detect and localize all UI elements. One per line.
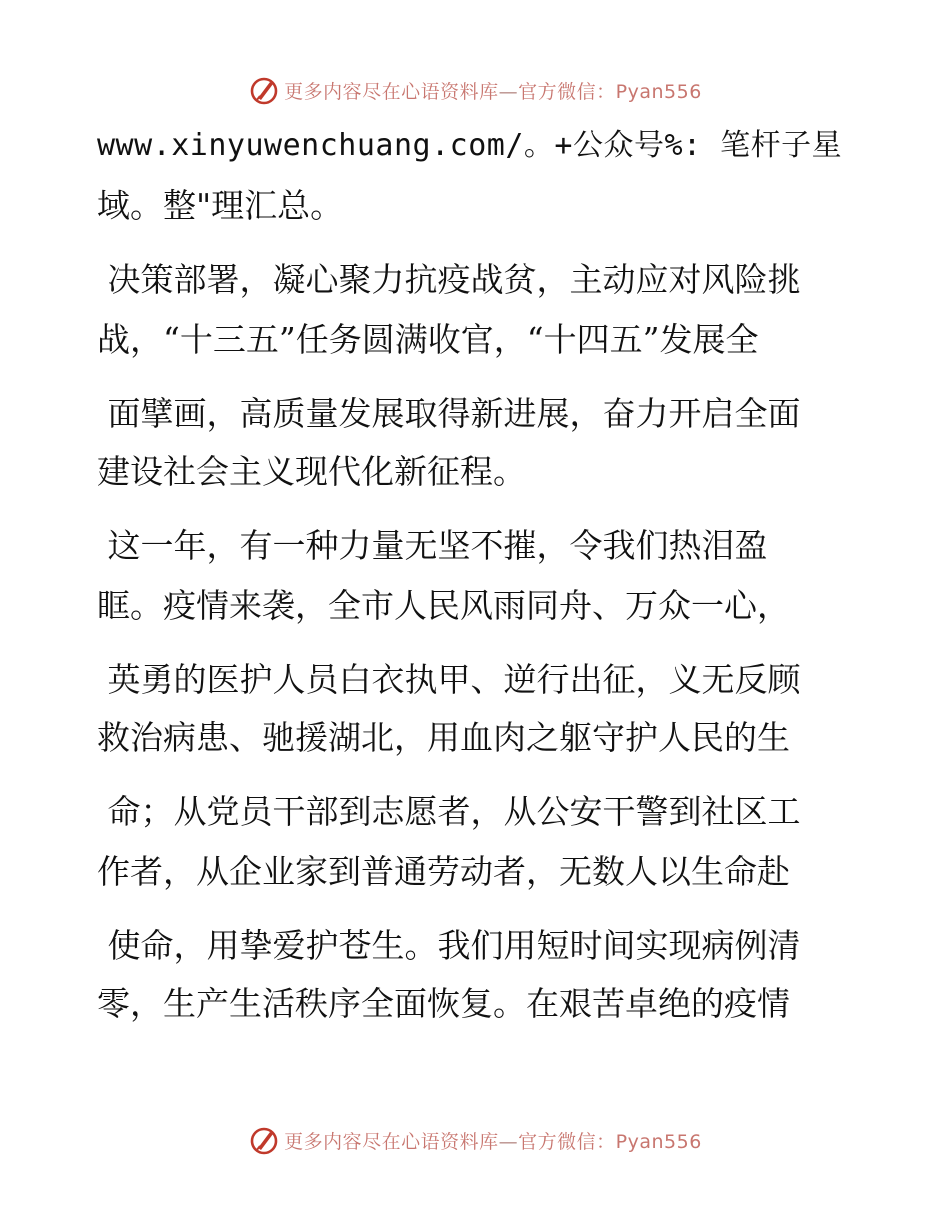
text-line: 英勇的医护人员白衣执甲、逆行出征，义无反顾	[97, 660, 801, 699]
text-line: 面擘画，高质量发展取得新进展，奋力开启全面	[97, 394, 801, 433]
text-line: www.xinyuwenchuang.com/。+公众号%: 笔杆子星	[97, 128, 843, 163]
banner-wechat: 官方微信：Pyan556	[518, 80, 702, 103]
quill-logo-icon	[248, 1124, 280, 1156]
footer-watermark	[0, 1120, 950, 1160]
quill-logo-icon	[248, 74, 280, 106]
text-line: 零，生产生活秩序全面恢复。在艰苦卓绝的疫情	[97, 984, 790, 1023]
banner-wechat: 官方微信：Pyan556	[518, 1130, 702, 1153]
header-watermark	[0, 70, 950, 110]
text-line: 命；从党员干部到志愿者，从公安干警到社区工	[97, 792, 801, 831]
text-line: 使命，用挚爱护苍生。我们用短时间实现病例清	[97, 926, 801, 965]
banner-title: 更多内容尽在心语资料库	[284, 1130, 499, 1153]
text-line: 建设社会主义现代化新征程。	[97, 452, 526, 491]
text-line: 战，“十三五”任务圆满收官，“十四五”发展全	[97, 320, 759, 359]
text-line: 作者，从企业家到普通劳动者，无数人以生命赴	[97, 852, 790, 891]
text-line: 决策部署，凝心聚力抗疫战贫，主动应对风险挑	[97, 260, 801, 299]
banner-title: 更多内容尽在心语资料库	[284, 80, 499, 103]
text-line: 救治病患、驰援湖北，用血肉之躯守护人民的生	[97, 718, 790, 757]
text-line: 眶。疫情来袭，全市人民风雨同舟、万众一心，	[97, 586, 790, 625]
text-line: 这一年，有一种力量无坚不摧，令我们热泪盈	[97, 526, 768, 565]
banner-separator: —	[498, 1130, 519, 1153]
banner-separator: —	[498, 80, 519, 103]
text-line: 域。整"理汇总。	[97, 186, 344, 225]
